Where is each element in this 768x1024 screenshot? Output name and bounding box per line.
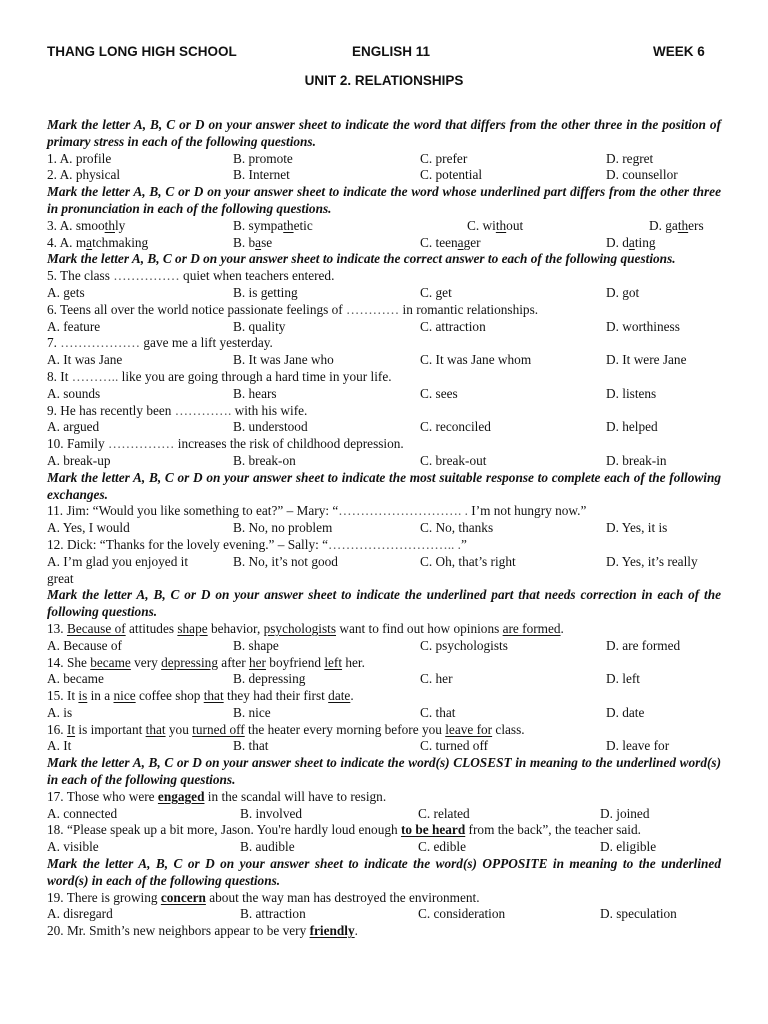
question-stem: 11. Jim: “Would you like something to eat?” – Mary: “………………………. . I’m not hungry now.” — [47, 503, 587, 519]
option-a: A. connected — [47, 805, 118, 821]
option-d: D. Yes, it’s really — [606, 553, 698, 569]
option-b: B. that — [233, 738, 269, 754]
instruction-pronunciation: Mark the letter A, B, C or D on your answer sheet to indicate the word whose underlined part differs from the other three in pronunciation in each of the following questions. — [47, 184, 721, 216]
option-a: 2. A. physical — [47, 167, 121, 183]
option-c: C. attraction — [420, 318, 486, 334]
option-b: B. audible — [240, 839, 295, 855]
option-d: D. It were Jane — [606, 352, 687, 368]
question-row — [47, 806, 721, 823]
question-stem: 18. “Please speak up a bit more, Jason. You're hardly loud enough to be heard from the back”, the teacher said. — [47, 822, 641, 838]
option-a: A. disregard — [47, 906, 113, 922]
question-stem: 14. She became very depressing after her boyfriend left her. — [47, 654, 365, 670]
option-b: B. Internet — [233, 167, 290, 183]
option-b: B. depressing — [233, 671, 306, 687]
option-c: C. without — [467, 217, 524, 233]
option-d: D. Yes, it is — [606, 520, 668, 536]
question-row — [47, 235, 721, 252]
option-d: D. leave for — [606, 738, 670, 754]
option-d: D. listens — [606, 385, 657, 401]
option-b: B. quality — [233, 318, 286, 334]
option-d: D. gathers — [649, 217, 704, 233]
question-stem: 7. ……………… gave me a lift yesterday. — [47, 335, 273, 351]
option-c: C. her — [420, 671, 453, 687]
instruction-closest-meaning: Mark the letter A, B, C or D on your answer sheet to indicate the word(s) CLOSEST in meaning to the underlined word(s) in each of the following questions. — [47, 755, 721, 788]
option-c: C. related — [418, 805, 470, 821]
option-c: C. that — [420, 704, 456, 720]
question-stem: 16. It is important that you turned off the heater every morning before you leave for class. — [47, 721, 525, 737]
option-b: B. attraction — [240, 906, 306, 922]
option-c: C. edible — [418, 839, 467, 855]
question-stem: 9. He has recently been …………. with his wife. — [47, 402, 308, 418]
question-stem: 17. Those who were engaged in the scandal will have to resign. — [47, 788, 387, 804]
option-d: D. eligible — [600, 839, 657, 855]
instruction-stress: Mark the letter A, B, C or D on your answer sheet to indicate the word that differs from the other three in the position of primary stress in each of the following questions. — [47, 117, 721, 149]
option-b: B. involved — [240, 805, 303, 821]
instruction-exchanges: Mark the letter A, B, C or D on your answer sheet to indicate the most suitable response to complete each of the following exchanges. — [47, 469, 721, 502]
question-stem: 15. It is in a nice coffee shop that they had their first date. — [47, 688, 354, 704]
question-stem: 12. Dick: “Thanks for the lovely evening.” – Sally: “……………………….. .” — [47, 536, 467, 552]
instruction-correct-answer: Mark the letter A, B, C or D on your answer sheet to indicate the correct answer to each of the following questions. — [47, 251, 676, 267]
question-stem: 19. There is growing concern about the way man has destroyed the environment. — [47, 889, 480, 905]
question-row — [47, 705, 721, 722]
option-d: D. regret — [606, 150, 654, 166]
option-b: B. is getting — [233, 284, 298, 300]
option-a: A. Yes, I would — [47, 520, 130, 536]
question-row — [47, 419, 721, 436]
question-row — [47, 638, 721, 655]
option-c: C. potential — [420, 167, 483, 183]
option-c: C. teenager — [420, 234, 481, 250]
option-d: D. break-in — [606, 452, 667, 468]
question-row — [47, 554, 721, 571]
option-d: D. date — [606, 704, 645, 720]
option-a: 1. A. profile — [47, 150, 112, 166]
option-b: B. nice — [233, 704, 271, 720]
question-stem: 5. The class …………… quiet when teachers entered. — [47, 268, 335, 284]
instruction-opposite-meaning: Mark the letter A, B, C or D on your answer sheet to indicate the word(s) OPPOSITE in meaning to the underlined word(s) in each of the following questions. — [47, 856, 721, 888]
option-continuation: great — [47, 570, 74, 586]
question-row — [47, 906, 721, 923]
option-c: C. turned off — [420, 738, 489, 754]
question-row — [47, 453, 721, 470]
option-d: D. speculation — [600, 906, 677, 922]
option-a: A. sounds — [47, 385, 101, 401]
option-d: D. got — [606, 284, 640, 300]
option-c: C. psychologists — [420, 637, 508, 653]
option-a: A. gets — [47, 284, 85, 300]
option-c: C. get — [420, 284, 452, 300]
question-stem: 6. Teens all over the world notice passionate feelings of ………… in romantic relationships. — [47, 301, 539, 317]
unit-title: UNIT 2. RELATIONSHIPS — [304, 73, 464, 88]
question-row — [47, 839, 721, 856]
option-d: D. joined — [600, 805, 650, 821]
option-b: B. break-on — [233, 452, 296, 468]
option-a: A. I’m glad you enjoyed it — [47, 553, 189, 569]
question-stem: 13. Because of attitudes shape behavior, psychologists want to find out how opinions are formed. — [47, 620, 564, 636]
subject-title: ENGLISH 11 — [352, 44, 431, 59]
option-c: C. It was Jane whom — [420, 352, 532, 368]
option-a: A. break-up — [47, 452, 111, 468]
question-row — [47, 319, 721, 336]
option-a: 4. A. matchmaking — [47, 234, 149, 250]
instruction-error-correction: Mark the letter A, B, C or D on your answer sheet to indicate the underlined part that needs correction in each of the following questions. — [47, 587, 721, 620]
option-a: A. feature — [47, 318, 101, 334]
question-stem: 10. Family …………… increases the risk of childhood depression. — [47, 436, 404, 452]
option-b: B. promote — [233, 150, 293, 166]
option-b: B. sympathetic — [233, 217, 313, 233]
option-b: B. No, no problem — [233, 520, 333, 536]
option-a: A. It was Jane — [47, 352, 123, 368]
option-b: B. shape — [233, 637, 279, 653]
option-a: A. Because of — [47, 637, 122, 653]
question-stem: 20. Mr. Smith’s new neighbors appear to be very friendly. — [47, 923, 358, 939]
option-d: D. dating — [606, 234, 656, 250]
week-label: WEEK 6 — [653, 44, 705, 59]
option-c: C. sees — [420, 385, 458, 401]
option-b: B. hears — [233, 385, 277, 401]
option-c: C. Oh, that’s right — [420, 553, 516, 569]
question-row — [47, 352, 721, 369]
option-a: 3. A. smoothly — [47, 217, 126, 233]
option-b: B. It was Jane who — [233, 352, 334, 368]
question-row — [47, 671, 721, 688]
option-b: B. base — [233, 234, 273, 250]
school-name: THANG LONG HIGH SCHOOL — [47, 44, 237, 59]
option-c: C. No, thanks — [420, 520, 494, 536]
question-row — [47, 520, 721, 537]
question-row — [47, 738, 721, 755]
option-d: D. counsellor — [606, 167, 678, 183]
question-row — [47, 151, 721, 168]
option-d: D. helped — [606, 419, 658, 435]
option-a: A. became — [47, 671, 104, 687]
option-b: B. No, it’s not good — [233, 553, 338, 569]
option-c: C. consideration — [418, 906, 506, 922]
option-d: D. are formed — [606, 637, 681, 653]
option-b: B. understood — [233, 419, 308, 435]
question-stem: 8. It ……….. like you are going through a hard time in your life. — [47, 368, 392, 384]
worksheet-body — [47, 117, 721, 940]
option-c: C. reconciled — [420, 419, 491, 435]
option-a: A. is — [47, 704, 73, 720]
option-c: C. break-out — [420, 452, 487, 468]
question-row — [47, 167, 721, 184]
option-a: A. It — [47, 738, 72, 754]
question-row — [47, 218, 721, 235]
question-row — [47, 285, 721, 302]
option-a: A. argued — [47, 419, 100, 435]
option-d: D. left — [606, 671, 640, 687]
question-row — [47, 386, 721, 403]
option-d: D. worthiness — [606, 318, 680, 334]
option-a: A. visible — [47, 839, 99, 855]
option-c: C. prefer — [420, 150, 468, 166]
